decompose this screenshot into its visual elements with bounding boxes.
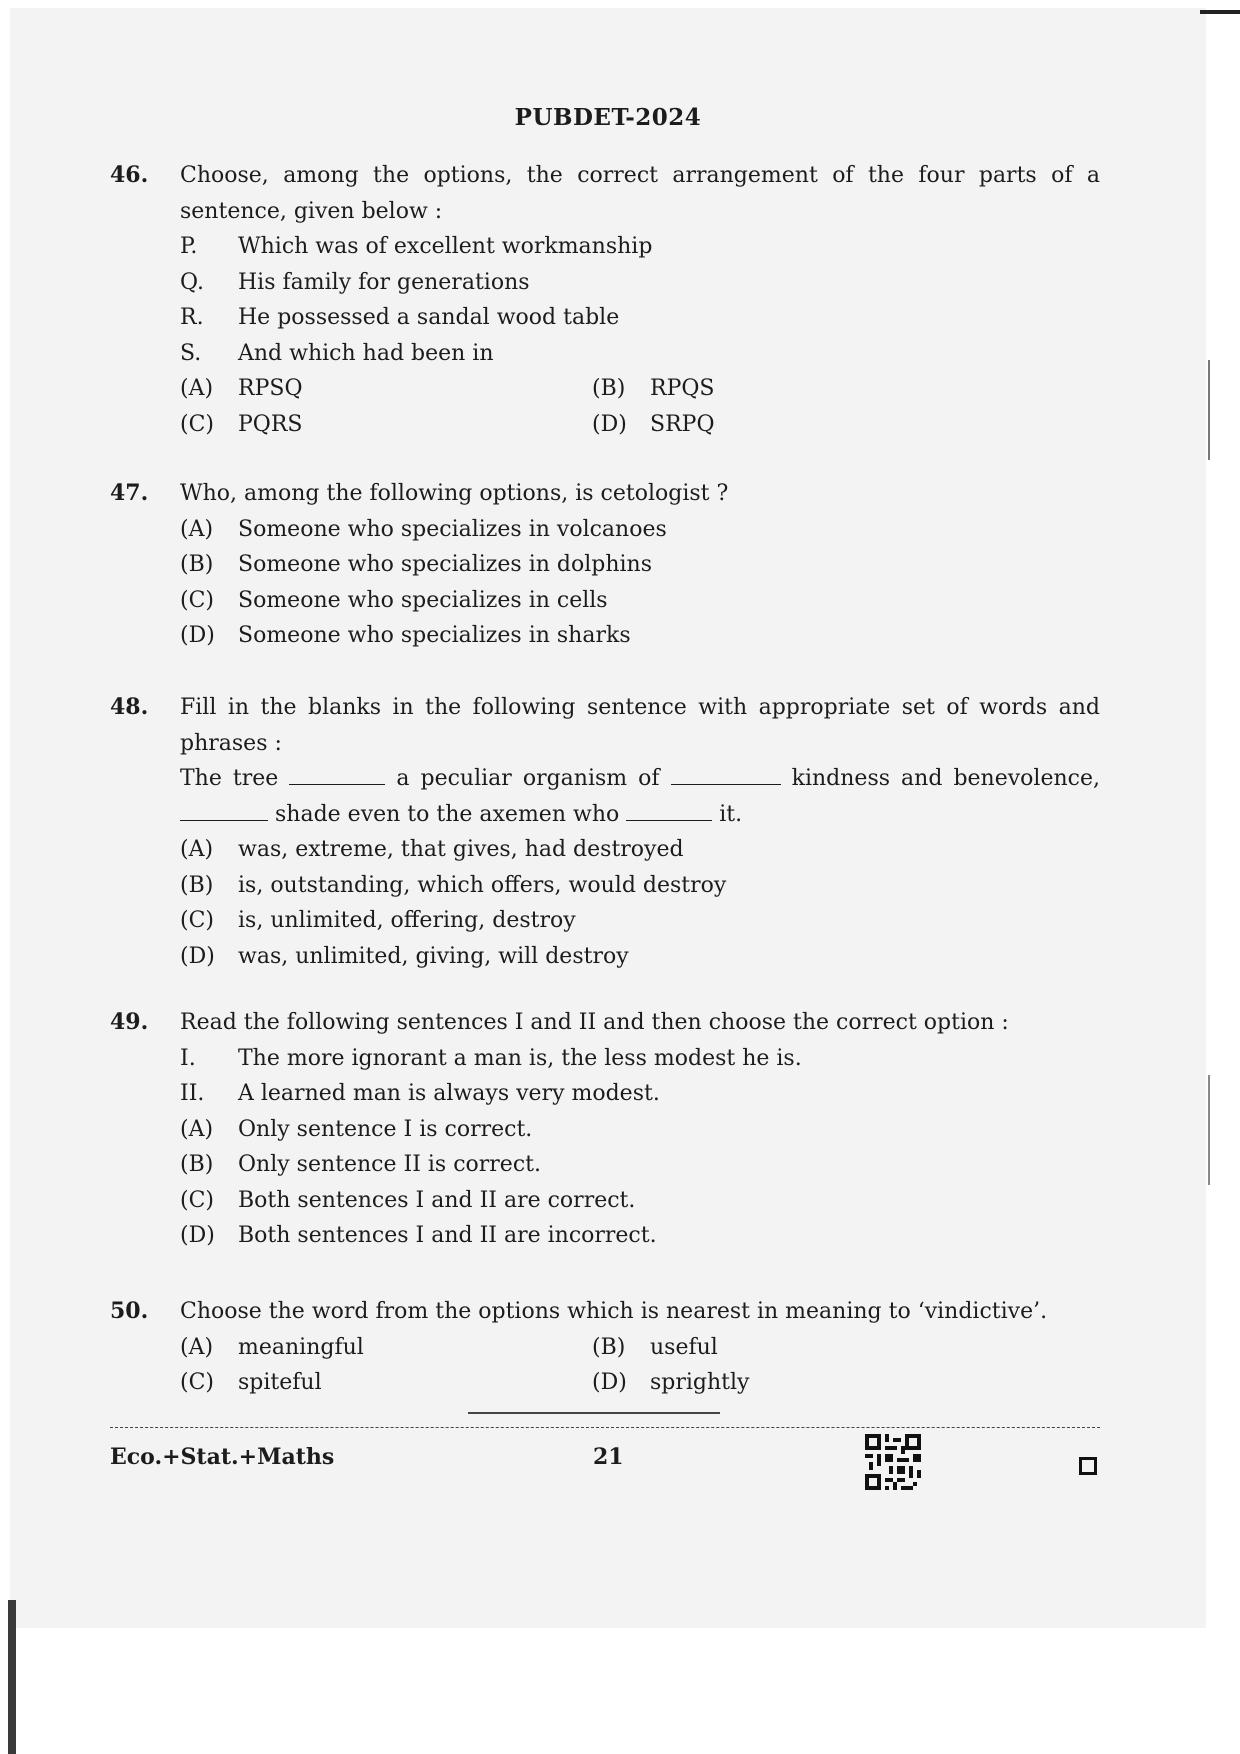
option-c <box>180 903 1100 939</box>
footer-divider <box>110 1427 1100 1428</box>
option-text: sprightly <box>650 1370 750 1395</box>
option-row <box>180 1330 1100 1366</box>
option-label: (C) <box>180 908 214 933</box>
option-b <box>180 547 1100 583</box>
option-b <box>592 371 714 407</box>
option-label: (A) <box>180 1116 214 1142</box>
scan-edge-right <box>1208 1075 1224 1185</box>
sentence-fragment: kindness and benevolence, <box>791 766 1100 791</box>
question-text-line: Choose, among the options, the correct arrangement of the four parts of a <box>180 163 1100 188</box>
scan-edge-right <box>1208 360 1220 460</box>
blank-line <box>289 764 385 785</box>
part-item <box>180 336 1100 372</box>
option-label: (B) <box>592 1334 626 1360</box>
blank-line <box>180 800 268 821</box>
option-a <box>180 1330 364 1366</box>
option-label: (D) <box>180 1223 215 1248</box>
option-label: (B) <box>180 1152 214 1177</box>
part-text: A learned man is always very modest. <box>238 1081 660 1106</box>
option-label: (D) <box>180 943 215 969</box>
option-b <box>180 1147 1100 1183</box>
option-text: Only sentence II is correct. <box>238 1152 541 1177</box>
option-label: (C) <box>180 1370 214 1395</box>
option-text: PQRS <box>238 411 303 437</box>
option-text: is, unlimited, offering, destroy <box>238 908 576 933</box>
question-text-line: Read the following sentences I and II and then choose the correct option : <box>180 1010 1009 1035</box>
option-label: (D) <box>592 411 627 437</box>
blank-line <box>626 800 712 821</box>
option-text: useful <box>650 1334 718 1360</box>
option-label: (A) <box>180 516 214 542</box>
option-label: (C) <box>180 587 214 613</box>
option-d <box>180 618 1100 654</box>
option-text: Only sentence I is correct. <box>238 1116 533 1142</box>
page-number: 21 <box>593 1444 624 1470</box>
scan-edge-left <box>8 1600 16 1754</box>
part-text: Which was of excellent workmanship <box>238 234 653 259</box>
scanned-page <box>10 8 1206 1628</box>
part-label: P. <box>180 234 198 259</box>
part-label: S. <box>180 340 202 366</box>
option-c <box>180 1365 322 1401</box>
option-text: Both sentences I and II are correct. <box>238 1187 636 1213</box>
option-text: was, unlimited, giving, will destroy <box>238 943 629 969</box>
question-46 <box>110 158 1100 442</box>
option-c <box>180 1183 1100 1219</box>
scan-edge-top-right <box>1200 10 1240 14</box>
option-label: (B) <box>592 376 626 401</box>
question-48 <box>110 690 1100 974</box>
end-of-section-rule <box>468 1412 720 1414</box>
sentence-fragment: The tree <box>180 766 279 791</box>
part-label: II. <box>180 1081 205 1106</box>
part-item <box>180 1041 1100 1077</box>
question-number: 50. <box>110 1298 149 1324</box>
question-number: 46. <box>110 162 149 188</box>
option-text: Someone who specializes in dolphins <box>238 552 653 577</box>
option-b <box>592 1330 718 1366</box>
question-50 <box>110 1294 1100 1401</box>
question-text-line: Who, among the following options, is cetologist ? <box>180 481 729 506</box>
fill-blank-sentence-line <box>180 797 1100 833</box>
option-text: Both sentences I and II are incorrect. <box>238 1223 657 1248</box>
blank-line <box>671 764 781 785</box>
option-label: (A) <box>180 376 214 401</box>
part-text: He possessed a sandal wood table <box>238 305 620 330</box>
question-number: 47. <box>110 480 149 506</box>
option-d <box>592 407 714 443</box>
part-item <box>180 265 1100 301</box>
option-label: (D) <box>592 1370 627 1395</box>
option-label: (B) <box>180 552 214 577</box>
option-row <box>180 407 1100 443</box>
option-label: (C) <box>180 411 214 437</box>
option-a <box>180 512 1100 548</box>
part-text: His family for generations <box>238 269 530 295</box>
question-49 <box>110 1005 1100 1254</box>
part-item <box>180 229 1100 265</box>
option-label: (A) <box>180 1334 214 1360</box>
option-text: RPQS <box>650 376 715 401</box>
page-bottom-margin <box>0 1628 1240 1754</box>
question-47 <box>110 476 1100 654</box>
option-d <box>592 1365 749 1401</box>
option-label: (D) <box>180 623 215 648</box>
part-text: The more ignorant a man is, the less modest he is. <box>238 1045 802 1071</box>
option-d <box>180 1218 1100 1254</box>
option-text: SRPQ <box>650 411 715 437</box>
question-text-line: phrases : <box>180 730 282 756</box>
square-icon <box>1079 1457 1097 1475</box>
option-row <box>180 1365 1100 1401</box>
question-text-line: sentence, given below : <box>180 198 443 224</box>
option-text: RPSQ <box>238 376 303 401</box>
sentence-fragment: a peculiar organism of <box>396 766 660 791</box>
question-number: 49. <box>110 1009 149 1035</box>
option-c <box>180 583 1100 619</box>
question-number: 48. <box>110 694 149 720</box>
option-a <box>180 1112 1100 1148</box>
part-label: I. <box>180 1045 196 1071</box>
part-item <box>180 1076 1100 1112</box>
option-b <box>180 868 1100 904</box>
option-c <box>180 407 302 443</box>
option-text: meaningful <box>238 1334 364 1360</box>
page-title: PUBDET-2024 <box>514 104 702 131</box>
question-text-line: Fill in the blanks in the following sentence with appropriate set of words and <box>180 695 1100 720</box>
option-text: Someone who specializes in cells <box>238 587 608 613</box>
option-text: Someone who specializes in volcanoes <box>238 516 667 542</box>
sentence-fragment: shade even to the axemen who <box>275 801 620 827</box>
option-text: spiteful <box>238 1370 322 1395</box>
option-row <box>180 371 1100 407</box>
part-label: R. <box>180 305 204 330</box>
sentence-fragment: it. <box>719 801 743 827</box>
option-label: (B) <box>180 872 214 898</box>
question-text-line: Choose the word from the options which is nearest in meaning to ‘vindictive’. <box>180 1299 1048 1324</box>
option-text: is, outstanding, which offers, would destroy <box>238 872 727 898</box>
option-a <box>180 371 302 407</box>
fill-blank-sentence-line <box>180 761 1100 797</box>
part-text: And which had been in <box>238 340 494 366</box>
option-a <box>180 832 1100 868</box>
part-label: Q. <box>180 269 204 295</box>
part-item <box>180 300 1100 336</box>
option-text: Someone who specializes in sharks <box>238 623 631 648</box>
footer-subject: Eco.+Stat.+Maths <box>110 1444 335 1470</box>
option-d <box>180 939 1100 975</box>
option-text: was, extreme, that gives, had destroyed <box>238 837 684 862</box>
option-label: (A) <box>180 837 214 862</box>
option-label: (C) <box>180 1187 214 1213</box>
qr-code-icon <box>865 1434 921 1490</box>
